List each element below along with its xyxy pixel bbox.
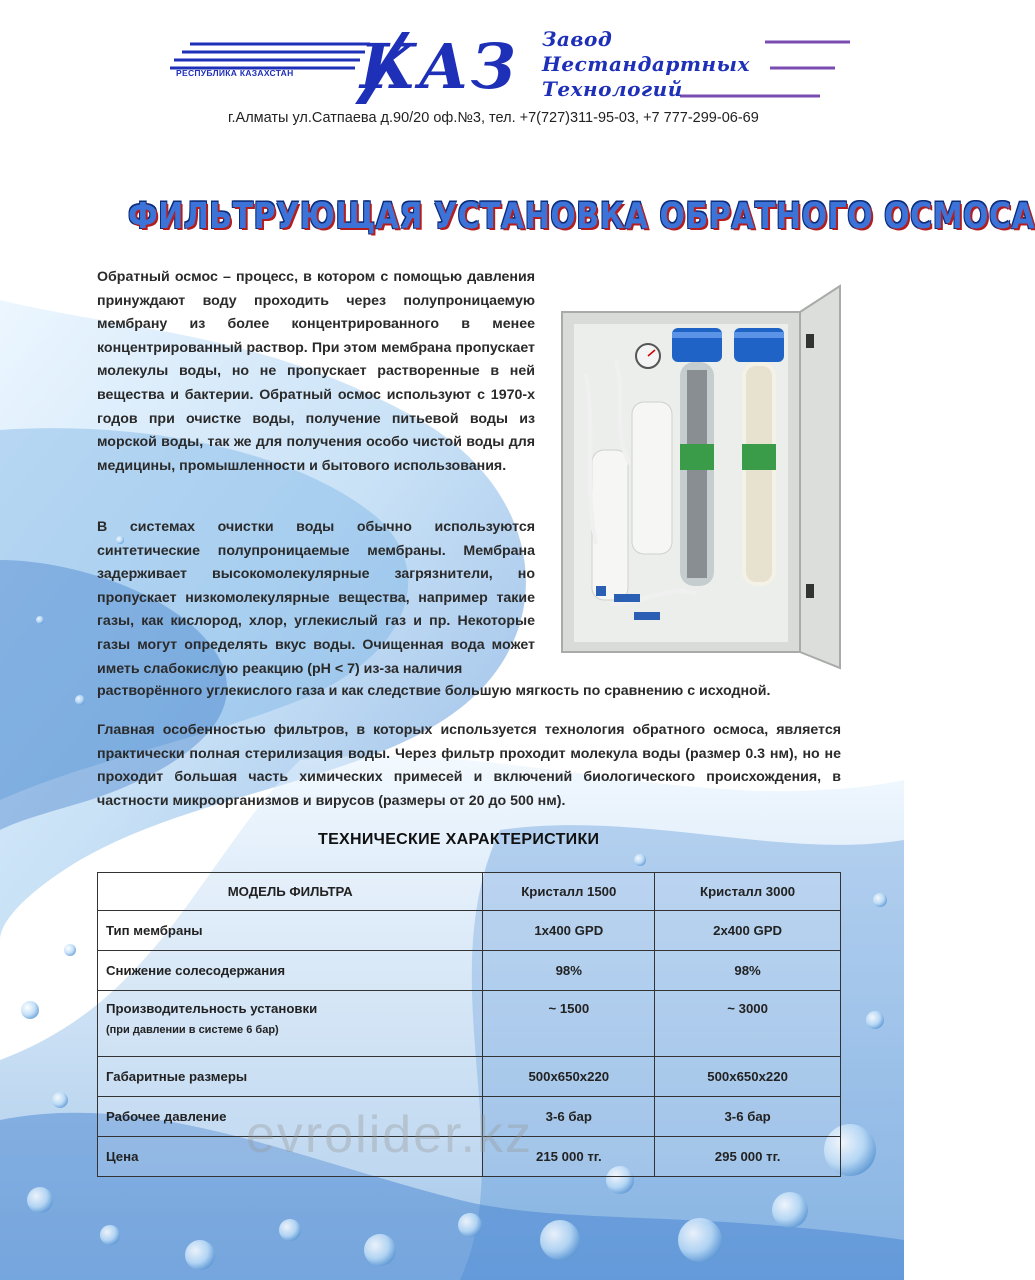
row-label: Цена bbox=[98, 1137, 483, 1177]
row-value: 1x400 GPD bbox=[483, 911, 655, 951]
row-value: ~ 1500 bbox=[483, 991, 655, 1057]
logo-country-label: РЕСПУБЛИКА КАЗАХСТАН bbox=[176, 68, 294, 78]
row-label: Производительность установки bbox=[106, 1001, 318, 1016]
table-row bbox=[98, 951, 841, 991]
table-row bbox=[98, 991, 841, 1057]
row-label: Тип мембраны bbox=[98, 911, 483, 951]
reverse-osmosis-unit-photo bbox=[556, 284, 842, 670]
row-value: ~ 3000 bbox=[655, 991, 841, 1057]
row-value: 3-6 бар bbox=[655, 1097, 841, 1137]
company-name-line-1: Завод bbox=[542, 27, 613, 51]
row-value: 500х650х220 bbox=[483, 1057, 655, 1097]
specs-heading: ТЕХНИЧЕСКИЕ ХАРАКТЕРИСТИКИ bbox=[318, 831, 600, 848]
paragraph-2-tail: растворённого углекислого газа и как следствие большую мягкость по сравнению с исходной. bbox=[97, 683, 771, 699]
row-value: 295 000 тг. bbox=[655, 1137, 841, 1177]
table-header-cell: Кристалл 1500 bbox=[483, 873, 655, 911]
row-label-cell bbox=[98, 991, 483, 1057]
company-address: г.Алматы ул.Сатпаева д.90/20 оф.№3, тел. +7(727)311-95-03, +7 777-299-06-69 bbox=[228, 110, 759, 126]
row-value: 215 000 тг. bbox=[483, 1137, 655, 1177]
row-value: 2x400 GPD bbox=[655, 911, 841, 951]
row-value: 500х650х220 bbox=[655, 1057, 841, 1097]
row-value: 98% bbox=[655, 951, 841, 991]
row-value: 98% bbox=[483, 951, 655, 991]
watermark: evrolider.kz bbox=[246, 1106, 533, 1164]
row-label: Рабочее давление bbox=[98, 1097, 483, 1137]
company-name-line-3: Технологий bbox=[542, 77, 683, 101]
table-header-row bbox=[98, 873, 841, 911]
row-label: Снижение солесодержания bbox=[98, 951, 483, 991]
row-value: 3-6 бар bbox=[483, 1097, 655, 1137]
paragraph-3: Главная особенностью фильтров, в которых используется технология обратного осмоса, является практически полная стерилизация воды. Через фильтр проходит молекула воды (размер 0.3 нм), но не проходит большая часть химических примесей и включений биологического происхождения, в частности микроорганизмов и вирусов (размеры от 20 до 500 нм). bbox=[97, 722, 841, 809]
row-label: Габаритные размеры bbox=[98, 1057, 483, 1097]
company-name-line-2: Нестандартных bbox=[542, 52, 750, 76]
table-row bbox=[98, 1057, 841, 1097]
table-header-cell: МОДЕЛЬ ФИЛЬТРА bbox=[98, 873, 483, 911]
paragraph-1: Обратный осмос – процесс, в котором с помощью давления принуждают воду проходить через полупроницаемую мембрану из более концентрированного в менее концентрированный раствор. При этом мембрана пропускает молекулы воды, но не пропускает растворенные в ней вещества и бактерии. Обратный осмос используют с 1970-х годов при очистке воды, получение питьевой воды из морской воды, так же для получения особо чистой воды для медицины, промышленности и бытового использования. bbox=[97, 269, 535, 474]
page-title: ФИЛЬТРУЮЩАЯ УСТАНОВКА ОБРАТНОГО ОСМОСА bbox=[128, 196, 1035, 238]
table-row bbox=[98, 911, 841, 951]
table-header-cell: Кристалл 3000 bbox=[655, 873, 841, 911]
paragraph-2: В системах очистки воды обычно используются синтетические полупроницаемые мембраны. Мембрана задерживает высокомолекулярные загрязнители, но пропускает низкомолекулярные вещества, например такие газы, как кислород, хлор, углекислый газ и пр. Некоторые газы могут определять вкус воды. Очищенная вода может иметь слабокислую реакцию (pH < 7) из-за наличия bbox=[97, 519, 535, 677]
row-note: (при давлении в системе 6 бар) bbox=[106, 1024, 279, 1036]
logo-word: КАЗ bbox=[360, 30, 518, 103]
